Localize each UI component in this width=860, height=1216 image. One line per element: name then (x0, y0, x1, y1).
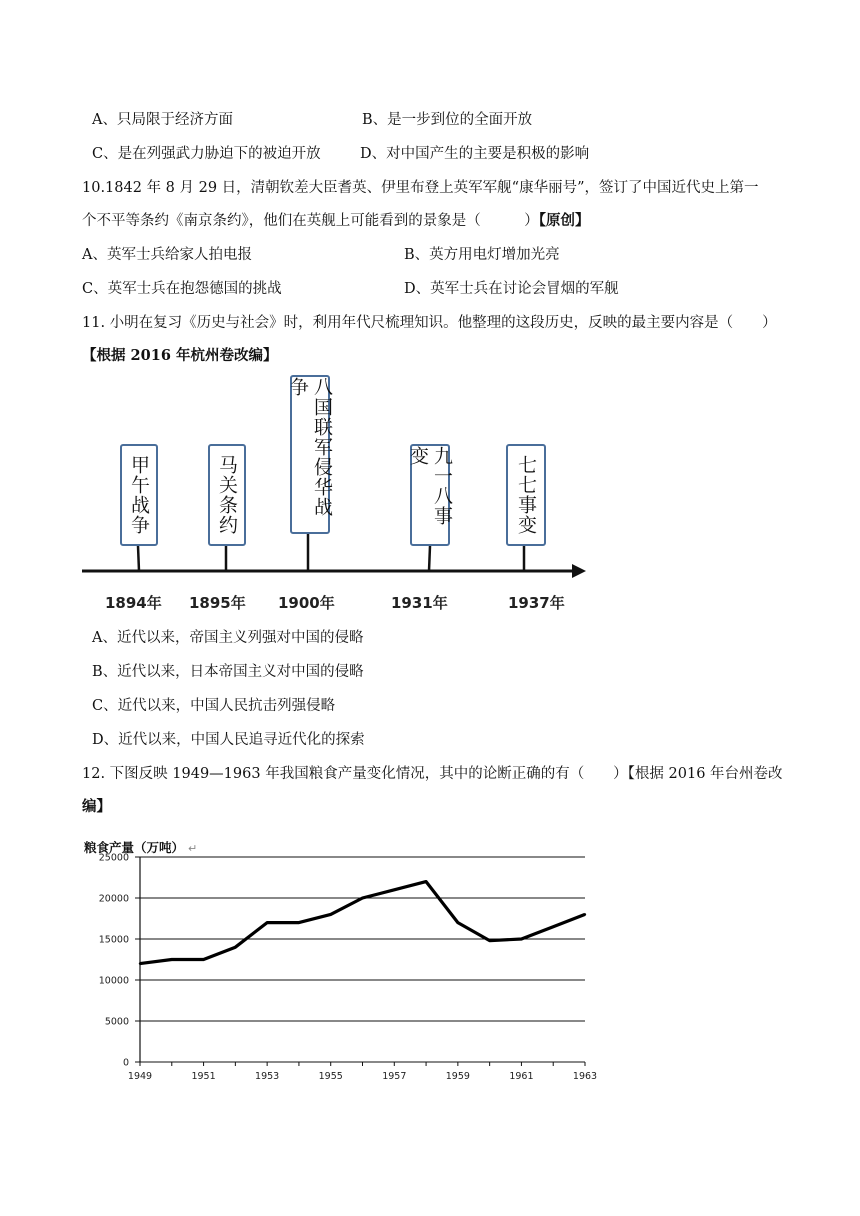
chart-data-point (393, 889, 395, 891)
chart-x-tick-label: 1957 (382, 1071, 407, 1082)
chart-data-point (361, 897, 363, 899)
q10-source-tag: 【原创】 (538, 212, 590, 229)
q9-option-a: A、只局限于经济方面 (92, 112, 233, 128)
chart-x-tick-label: 1961 (509, 1071, 534, 1082)
chart-ylabel-mark: ↵ (188, 842, 198, 855)
timeline-event-box (287, 375, 333, 534)
q12-stem-line1: 12. 下图反映 1949—1963 年我国粮食产量变化情况，其中的论断正确的有（ ）【根据 2016 年台州卷改 (82, 766, 783, 782)
q11-source-tag: 【根据 2016 年杭州卷改编】 (82, 347, 278, 364)
chart-x-tick-label: 1951 (191, 1071, 216, 1082)
q10-option-a: A、英军士兵给家人拍电报 (82, 247, 252, 263)
timeline-event-box (407, 444, 453, 546)
timeline-year: 1937年 (508, 594, 565, 612)
chart-data-point (330, 913, 332, 915)
timeline-event-box (208, 444, 246, 546)
chart-y-tick-label: 25000 (98, 852, 129, 864)
timeline-year: 1894年 (105, 594, 162, 612)
chart-y-tick-label: 5000 (104, 1016, 129, 1028)
chart-data-point (171, 958, 173, 960)
q10-stem-line2 (82, 211, 590, 231)
timeline-event-label: 甲午战争 (128, 455, 150, 535)
chart-data-point (584, 913, 586, 915)
chart-data-point (234, 946, 236, 948)
timeline-event-label: 八国联军侵华战争 (287, 377, 333, 517)
q11-option-c: C、近代以来，中国人民抗击列强侵略 (92, 698, 336, 714)
q10-option-b: B、英方用电灯增加光亮 (404, 247, 560, 263)
chart-x-tick-label: 1963 (572, 1071, 598, 1082)
chart-x-tick-label: 1953 (255, 1071, 280, 1082)
timeline-event-box (506, 444, 546, 546)
timeline-year: 1900年 (278, 594, 335, 612)
q11-option-a: A、近代以来，帝国主义列强对中国的侵略 (92, 630, 364, 646)
q10-option-d: D、英军士兵在讨论会冒烟的军舰 (404, 281, 619, 297)
chart-x-tick-label: 1949 (127, 1071, 153, 1082)
q9-option-c: C、是在列强武力胁迫下的被迫开放 (92, 146, 321, 162)
chart-data-point (298, 921, 300, 923)
q12-stem-line2: 编】 (82, 798, 111, 815)
q11-option-d: D、近代以来，中国人民追寻近代化的探索 (92, 732, 365, 748)
chart-x-tick-label: 1959 (445, 1071, 470, 1082)
chart-ylabel: 粮食产量（万吨） (84, 840, 185, 855)
chart-data-point (202, 958, 204, 960)
timeline-event-label: 九一八事变 (407, 446, 453, 526)
timeline-year: 1931年 (391, 594, 448, 612)
chart-data-point (457, 921, 459, 923)
q9-option-d: D、对中国产生的主要是积极的影响 (360, 146, 590, 162)
timeline-event-box (120, 444, 158, 546)
q10-stem-line1: 10.1842 年 8 月 29 日，清朝钦差大臣耆英、伊里布登上英军军舰“康华丽号”，签订了中国近代史上第一 (82, 180, 759, 196)
q10-option-c: C、英军士兵在抱怨德国的挑战 (82, 281, 282, 297)
q9-option-b: B、是一步到位的全面开放 (362, 112, 533, 128)
chart-x-tick-label: 1955 (318, 1071, 343, 1082)
chart-data-point (552, 926, 554, 928)
timeline-event-label: 七七事变 (515, 455, 537, 535)
chart-series-line (140, 882, 585, 964)
chart-data-point (266, 921, 268, 923)
q11-stem-line1: 11. 小明在复习《历史与社会》时，利用年代尺梳理知识。他整理的这段历史，反映的最主要内容是（ ） (82, 315, 777, 331)
chart-y-tick-label: 10000 (98, 975, 129, 987)
q10-stem-text: 个不平等条约《南京条约》，他们在英舰上可能看到的景象是（ ） (82, 213, 539, 229)
chart-data-point (139, 962, 141, 964)
q11-option-b: B、近代以来，日本帝国主义对中国的侵略 (92, 664, 364, 680)
chart-data-point (520, 938, 522, 940)
grain-output-chart (0, 830, 860, 1090)
chart-data-point (488, 939, 490, 941)
chart-y-tick-label: 0 (122, 1057, 129, 1069)
chart-y-tick-label: 15000 (98, 934, 129, 946)
chart-y-tick-label: 20000 (98, 893, 129, 905)
timeline-year: 1895年 (189, 594, 246, 612)
chart-data-point (425, 880, 427, 882)
timeline-event-label: 马关条约 (216, 455, 238, 535)
